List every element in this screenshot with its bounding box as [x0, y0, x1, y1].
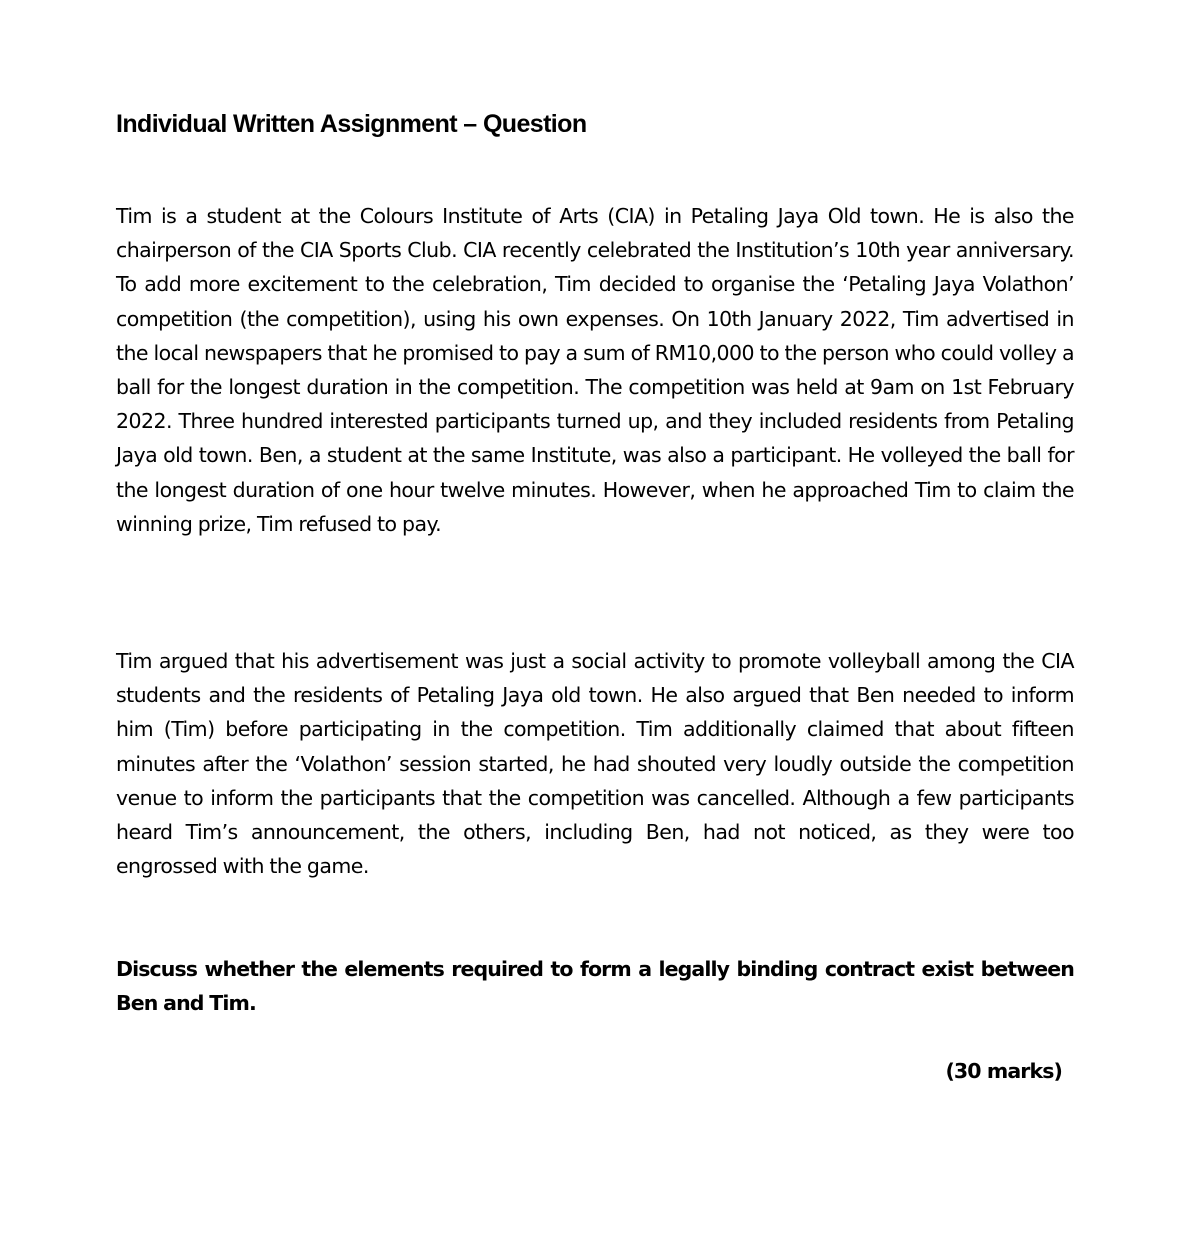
marks-label: (30 marks)	[945, 1059, 1062, 1083]
scenario-paragraph-1: Tim is a student at the Colours Institute of Arts (CIA) in Petaling Jaya Old town. He is also the chairperson of the CIA Sports Club. CIA recently celebrated the Institution’s 10th year anniversary. To add more excitement to the celebration, Tim decided to organise the ‘Petaling Jaya Volathon’ competition (the competition), using his own expenses. On 10th January 2022, Tim advertised in the local newspapers that he promised to pay a sum of RM10,000 to the person who could volley a ball for the longest duration in the competition. The competition was held at 9am on 1st February 2022. Three hundred interested participants turned up, and they included residents from Petaling Jaya old town. Ben, a student at the same Institute, was also a participant. He volleyed the ball for the longest duration of one hour twelve minutes. However, when he approached Tim to claim the winning prize, Tim refused to pay.	[116, 204, 1074, 536]
question-prompt: Discuss whether the elements required to form a legally binding contract exist between Ben and Tim.	[116, 957, 1074, 1016]
page-title: Individual Written Assignment – Question	[116, 110, 587, 138]
scenario-paragraph-2: Tim argued that his advertisement was just a social activity to promote volleyball among the CIA students and the residents of Petaling Jaya old town. He also argued that Ben needed to inform him (Tim) before participating in the competition. Tim additionally claimed that about fifteen minutes after the ‘Volathon’ session started, he had shouted very loudly outside the competition venue to inform the participants that the competition was cancelled. Although a few participants heard Tim’s announcement, the others, including Ben, had not noticed, as they were too engrossed with the game.	[116, 649, 1074, 879]
